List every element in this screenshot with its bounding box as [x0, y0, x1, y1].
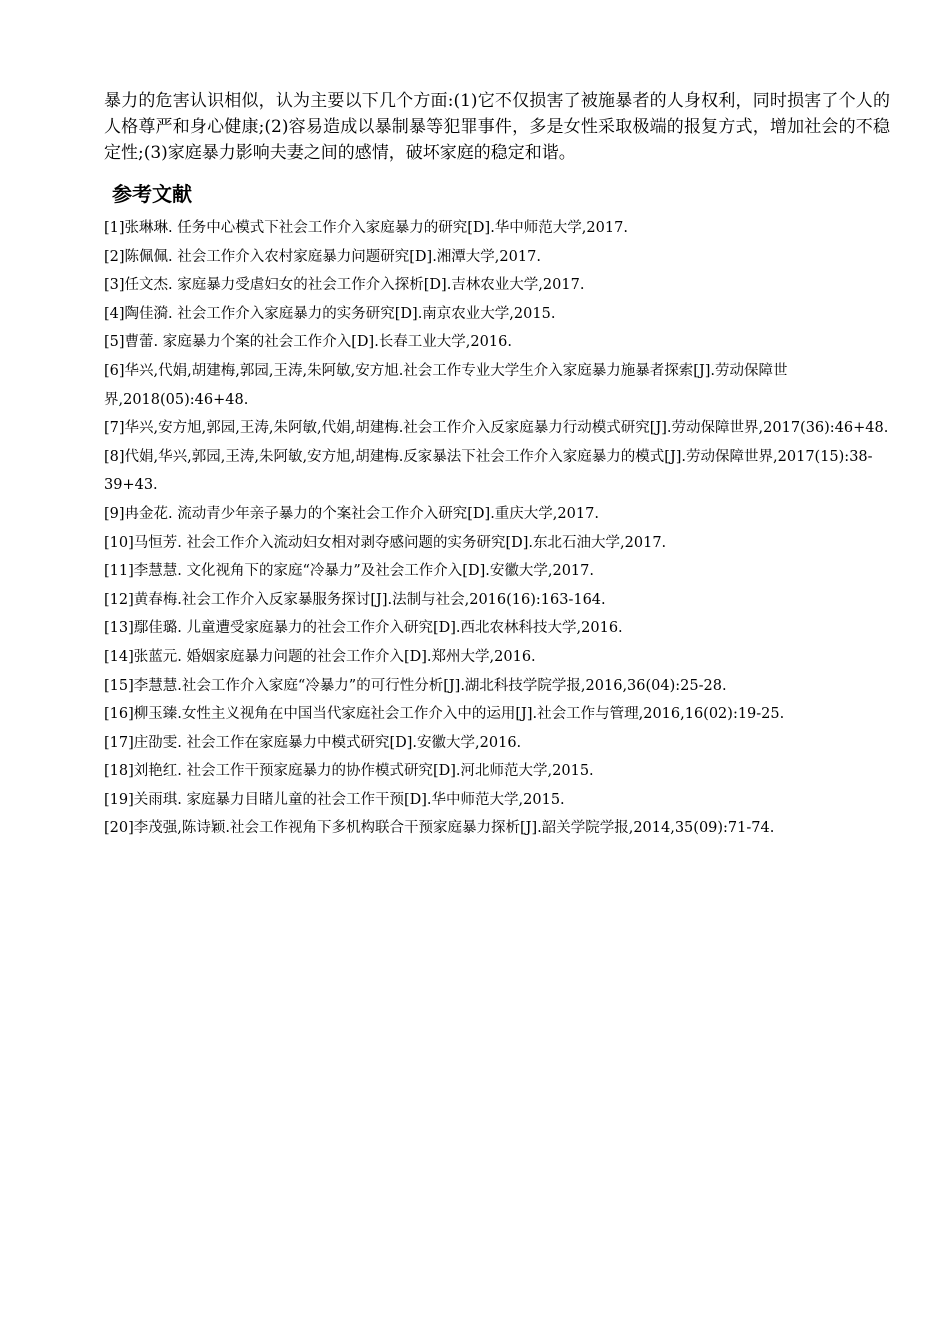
reference-item: [1]张琳琳. 任务中心模式下社会工作介入家庭暴力的研究[D].华中师范大学,2017. — [104, 220, 628, 236]
document-page — [104, 88, 890, 843]
reference-item: [10]马恒芳. 社会工作介入流动妇女相对剥夺感问题的实务研究[D].东北石油大学,2017. — [104, 534, 667, 551]
references-heading: 参考文献 — [112, 182, 192, 206]
body-paragraph: 暴力的危害认识相似，认为主要以下几个方面:(1)它不仅损害了被施暴者的人身权利，同时损害了个人的人格尊严和身心健康;(2)容易造成以暴制暴等犯罪事件，多是女性采取极端的报复方式，增加社会的不稳定性;(3)家庭暴力影响夫妻之间的感情，破坏家庭的稳定和谐。 — [104, 91, 890, 163]
reference-item: [3]任文杰. 家庭暴力受虐妇女的社会工作介入探析[D].吉林农业大学,2017. — [104, 277, 585, 294]
reference-item: [19]关雨琪. 家庭暴力目睹儿童的社会工作干预[D].华中师范大学,2015. — [104, 791, 565, 808]
reference-item: [11]李慧慧. 文化视角下的家庭“冷暴力”及社会工作介入[D].安徽大学,2017. — [104, 563, 594, 580]
reference-item: [2]陈佩佩. 社会工作介入农村家庭暴力问题研究[D].湘潭大学,2017. — [104, 248, 541, 265]
reference-item: [17]庄劭雯. 社会工作在家庭暴力中模式研究[D].安徽大学,2016. — [104, 734, 522, 751]
reference-item: [7]华兴,安方旭,郭园,王涛,朱阿敏,代娟,胡建梅.社会工作介入反家庭暴力行动模式研究[J].劳动保障世界,2017(36):46+48. — [104, 420, 889, 437]
reference-item: [8]代娟,华兴,郭园,王涛,朱阿敏,安方旭,胡建梅.反家暴法下社会工作介入家庭暴力的模式[J].劳动保障世界,2017(15):38-39+43. — [104, 448, 873, 494]
reference-item: [18]刘艳红. 社会工作干预家庭暴力的协作模式研究[D].河北师范大学,2015. — [104, 763, 594, 780]
reference-list — [104, 214, 890, 843]
reference-item: [12]黄春梅.社会工作介入反家暴服务探讨[J].法制与社会,2016(16):163-164. — [104, 591, 606, 608]
reference-item: [9]冉金花. 流动青少年亲子暴力的个案社会工作介入研究[D].重庆大学,2017. — [104, 505, 599, 522]
reference-item: [15]李慧慧.社会工作介入家庭“冷暴力”的可行性分析[J].湖北科技学院学报,2016,36(04):25-28. — [104, 677, 727, 694]
reference-item: [5]曹蕾. 家庭暴力个案的社会工作介入[D].长春工业大学,2016. — [104, 334, 512, 351]
reference-item: [13]鄢佳璐. 儿童遭受家庭暴力的社会工作介入研究[D].西北农林科技大学,2016. — [104, 620, 623, 637]
reference-item: [4]陶佳漪. 社会工作介入家庭暴力的实务研究[D].南京农业大学,2015. — [104, 305, 556, 322]
reference-item: [16]柳玉臻.女性主义视角在中国当代家庭社会工作介入中的运用[J].社会工作与管理,2016,16(02):19-25. — [104, 706, 785, 723]
reference-item: [20]李茂强,陈诗颖.社会工作视角下多机构联合干预家庭暴力探析[J].韶关学院学报,2014,35(09):71-74. — [104, 820, 775, 837]
reference-item: [6]华兴,代娟,胡建梅,郭园,王涛,朱阿敏,安方旭.社会工作专业大学生介入家庭暴力施暴者探索[J].劳动保障世界,2018(05):46+48. — [104, 362, 788, 408]
reference-item: [14]张蓝元. 婚姻家庭暴力问题的社会工作介入[D].郑州大学,2016. — [104, 648, 536, 665]
